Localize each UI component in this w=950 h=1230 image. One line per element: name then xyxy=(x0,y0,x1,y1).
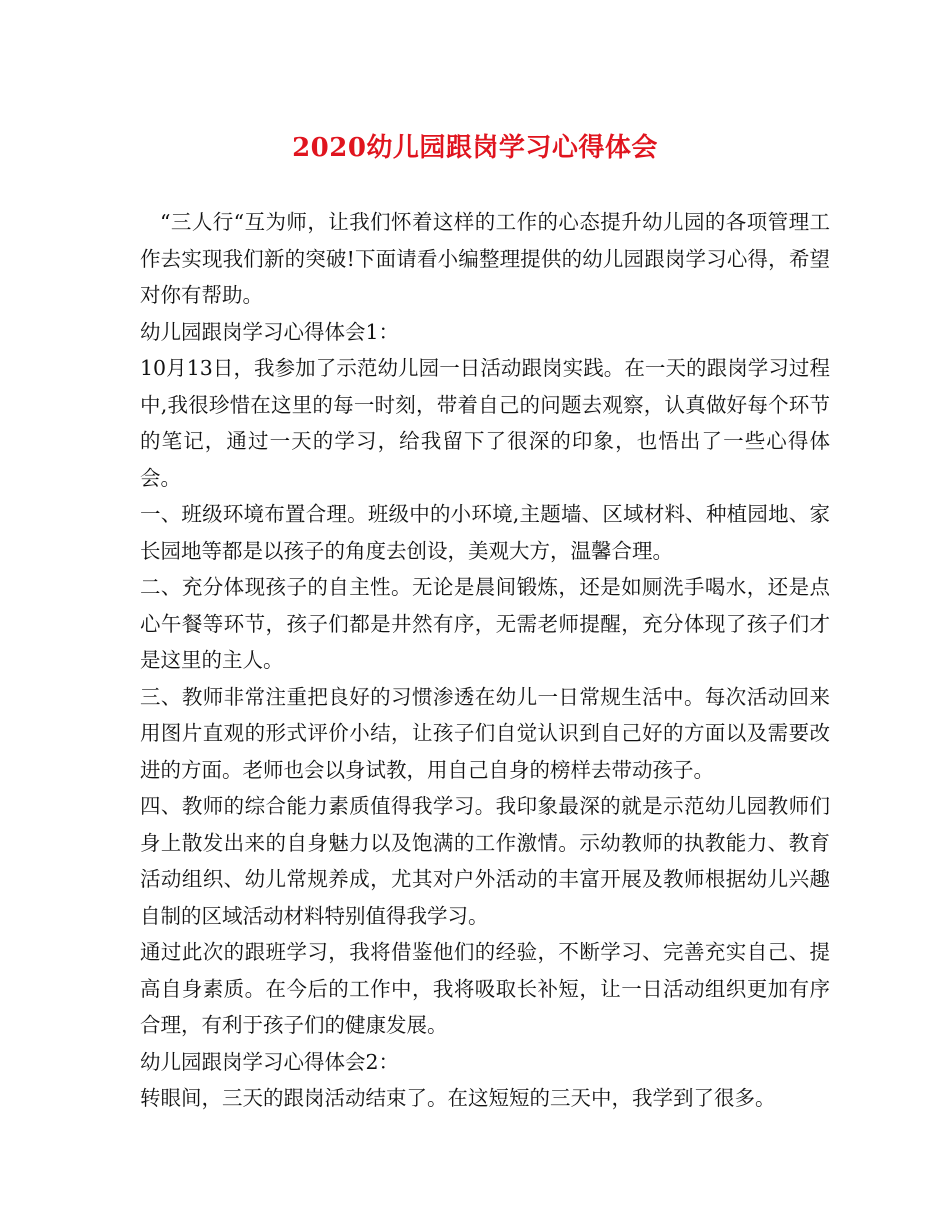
body-paragraph: 10月13日，我参加了示范幼儿园一日活动跟岗实践。在一天的跟岗学习过程中,我很珍惜在这里的每一时刻，带着自己的问题去观察，认真做好每个环节的笔记，通过一天的学习，给我留下了很深的印象，也悟出了一些心得体会。 xyxy=(140,356,830,490)
page-title: 2020幼儿园跟岗学习心得体会 xyxy=(292,133,658,163)
body-paragraph: 三、教师非常注重把良好的习惯渗透在幼儿一日常规生活中。每次活动回来用图片直观的形式评价小结，让孩子们自觉认识到自己好的方面以及需要改进的方面。老师也会以身试教，用自己自身的榜样去带动孩子。 xyxy=(140,684,830,782)
intro-paragraph: “三人行“互为师，让我们怀着这样的工作的心态提升幼儿园的各项管理工作去实现我们新的突破!下面请看小编整理提供的幼儿园跟岗学习心得，希望对你有帮助。 xyxy=(140,210,830,307)
body-paragraph: 二、充分体现孩子的自主性。无论是晨间锻炼，还是如厕洗手喝水，还是点心午餐等环节，孩子们都是井然有序，无需老师提醒，充分体现了孩子们才是这里的主人。 xyxy=(140,575,830,672)
document-body xyxy=(140,204,830,1117)
section-heading-1: 幼儿园跟岗学习心得体会1： xyxy=(140,319,400,344)
body-paragraph: 一、班级环境布置合理。班级中的小环境,主题墙、区域材料、种植园地、家长园地等都是以孩子的角度去创设，美观大方，温馨合理。 xyxy=(140,502,830,563)
body-paragraph: 通过此次的跟班学习，我将借鉴他们的经验，不断学习、完善充实自己、提高自身素质。在今后的工作中，我将吸取长补短，让一日活动组织更加有序合理，有利于孩子们的健康发展。 xyxy=(140,940,830,1037)
body-paragraph: 四、教师的综合能力素质值得我学习。我印象最深的就是示范幼儿园教师们身上散发出来的自身魅力以及饱满的工作激情。示幼教师的执教能力、教育活动组织、幼儿常规养成，尤其对户外活动的丰富开展及教师根据幼儿兴趣自制的区域活动材料特别值得我学习。 xyxy=(140,794,830,928)
section-heading-2: 幼儿园跟岗学习心得体会2： xyxy=(140,1049,400,1074)
body-paragraph: 转眼间，三天的跟岗活动结束了。在这短短的三天中，我学到了很多。 xyxy=(140,1086,776,1110)
